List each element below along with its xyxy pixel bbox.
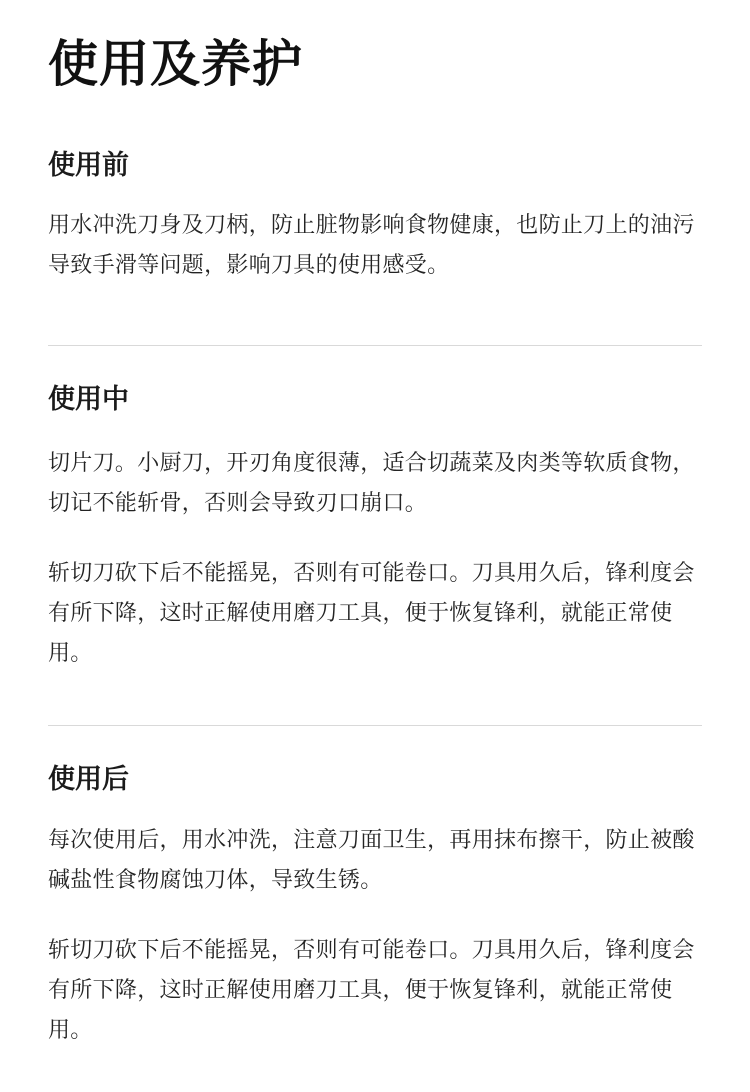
section-heading: 使用后 <box>48 764 129 795</box>
section-heading: 使用前 <box>48 150 129 180</box>
section-heading: 使用中 <box>48 384 129 415</box>
section-during-use <box>48 346 702 673</box>
section-paragraph: 斩切刀砍下后不能摇晃，否则有可能卷口。刀具用久后，锋利度会有所下降，这时正解使用磨刀工具，便于恢复锋利，就能正常使用。 <box>48 560 695 666</box>
section-paragraph: 用水冲洗刀身及刀柄，防止脏物影响食物健康，也防止刀上的油污导致手滑等问题，影响刀具的使用感受。 <box>48 212 695 278</box>
page-title: 使用及养护 <box>48 36 303 92</box>
section-paragraph: 切片刀。小厨刀，开刃角度很薄，适合切蔬菜及肉类等软质食物，切记不能斩骨，否则会导致刃口崩口。 <box>48 450 695 516</box>
section-before-use <box>48 94 702 285</box>
section-after-use <box>48 726 702 1049</box>
section-paragraph: 每次使用后，用水冲洗，注意刀面卫生，再用抹布擦干，防止被酸碱盐性食物腐蚀刀体，导致生锈。 <box>48 826 695 892</box>
section-paragraph: 斩切刀砍下后不能摇晃，否则有可能卷口。刀具用久后，锋利度会有所下降，这时正解使用磨刀工具，便于恢复锋利，就能正常使用。 <box>48 936 695 1042</box>
